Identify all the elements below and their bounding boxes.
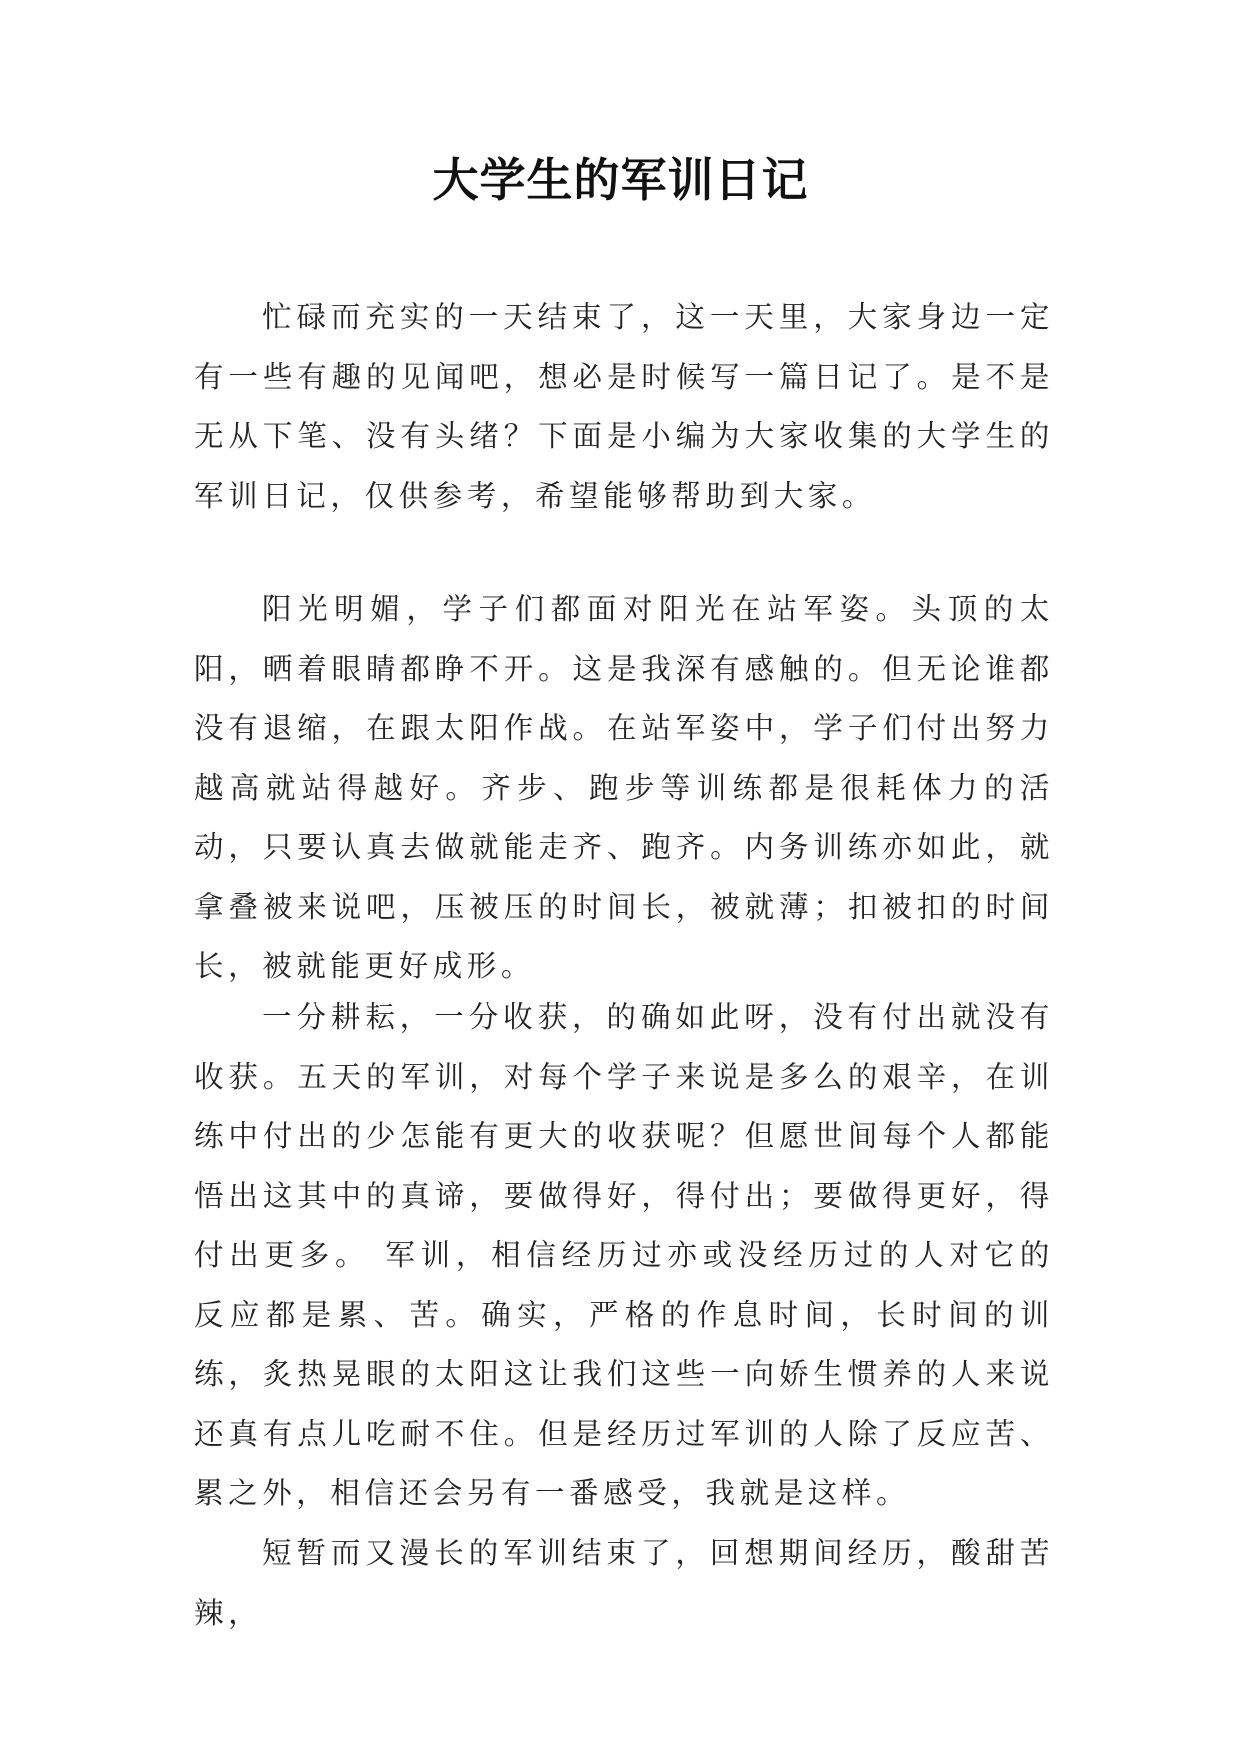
intro-paragraph: 忙碌而充实的一天结束了，这一天里，大家身边一定有一些有趣的见闻吧，想必是时候写一篇日记了。是不是无从下笔、没有头绪？下面是小编为大家收集的大学生的军训日记，仅供参考，希望能够帮助到大家。 <box>194 300 1054 513</box>
body-paragraph: 阳光明媚，学子们都面对阳光在站军姿。头顶的太阳，晒着眼睛都睁不开。这是我深有感触的。但无论谁都没有退缩，在跟太阳作战。在站军姿中，学子们付出努力越高就站得越好。齐步、跑步等训练都是很耗体力的活动，只要认真去做就能走齐、跑齐。内务训练亦如此，就拿叠被来说吧，压被压的时间长，被就薄；扣被扣的时间长，被就能更好成形。 <box>194 592 1054 983</box>
body-paragraph: 短暂而又漫长的军训结束了，回想期间经历，酸甜苦辣， <box>194 1536 1054 1630</box>
document-title: 大学生的军训日记 <box>432 153 809 207</box>
body-paragraph: 一分耕耘，一分收获，的确如此呀，没有付出就没有收获。五天的军训，对每个学子来说是多么的艰辛，在训练中付出的少怎能有更大的收获呢？但愿世间每个人都能悟出这其中的真谛，要做得好，得付出；要做得更好，得付出更多。 军训，相信经历过亦或没经历过的人对它的反应都是累、苦。确实，严格的作息时间，长时间的训练，炙热晃眼的太阳这让我们这些一向娇生惯养的人来说还真有点儿吃耐不住。但是经历过军训的人除了反应苦、累之外，相信还会另有一番感受，我就是这样。 <box>194 1000 1054 1510</box>
